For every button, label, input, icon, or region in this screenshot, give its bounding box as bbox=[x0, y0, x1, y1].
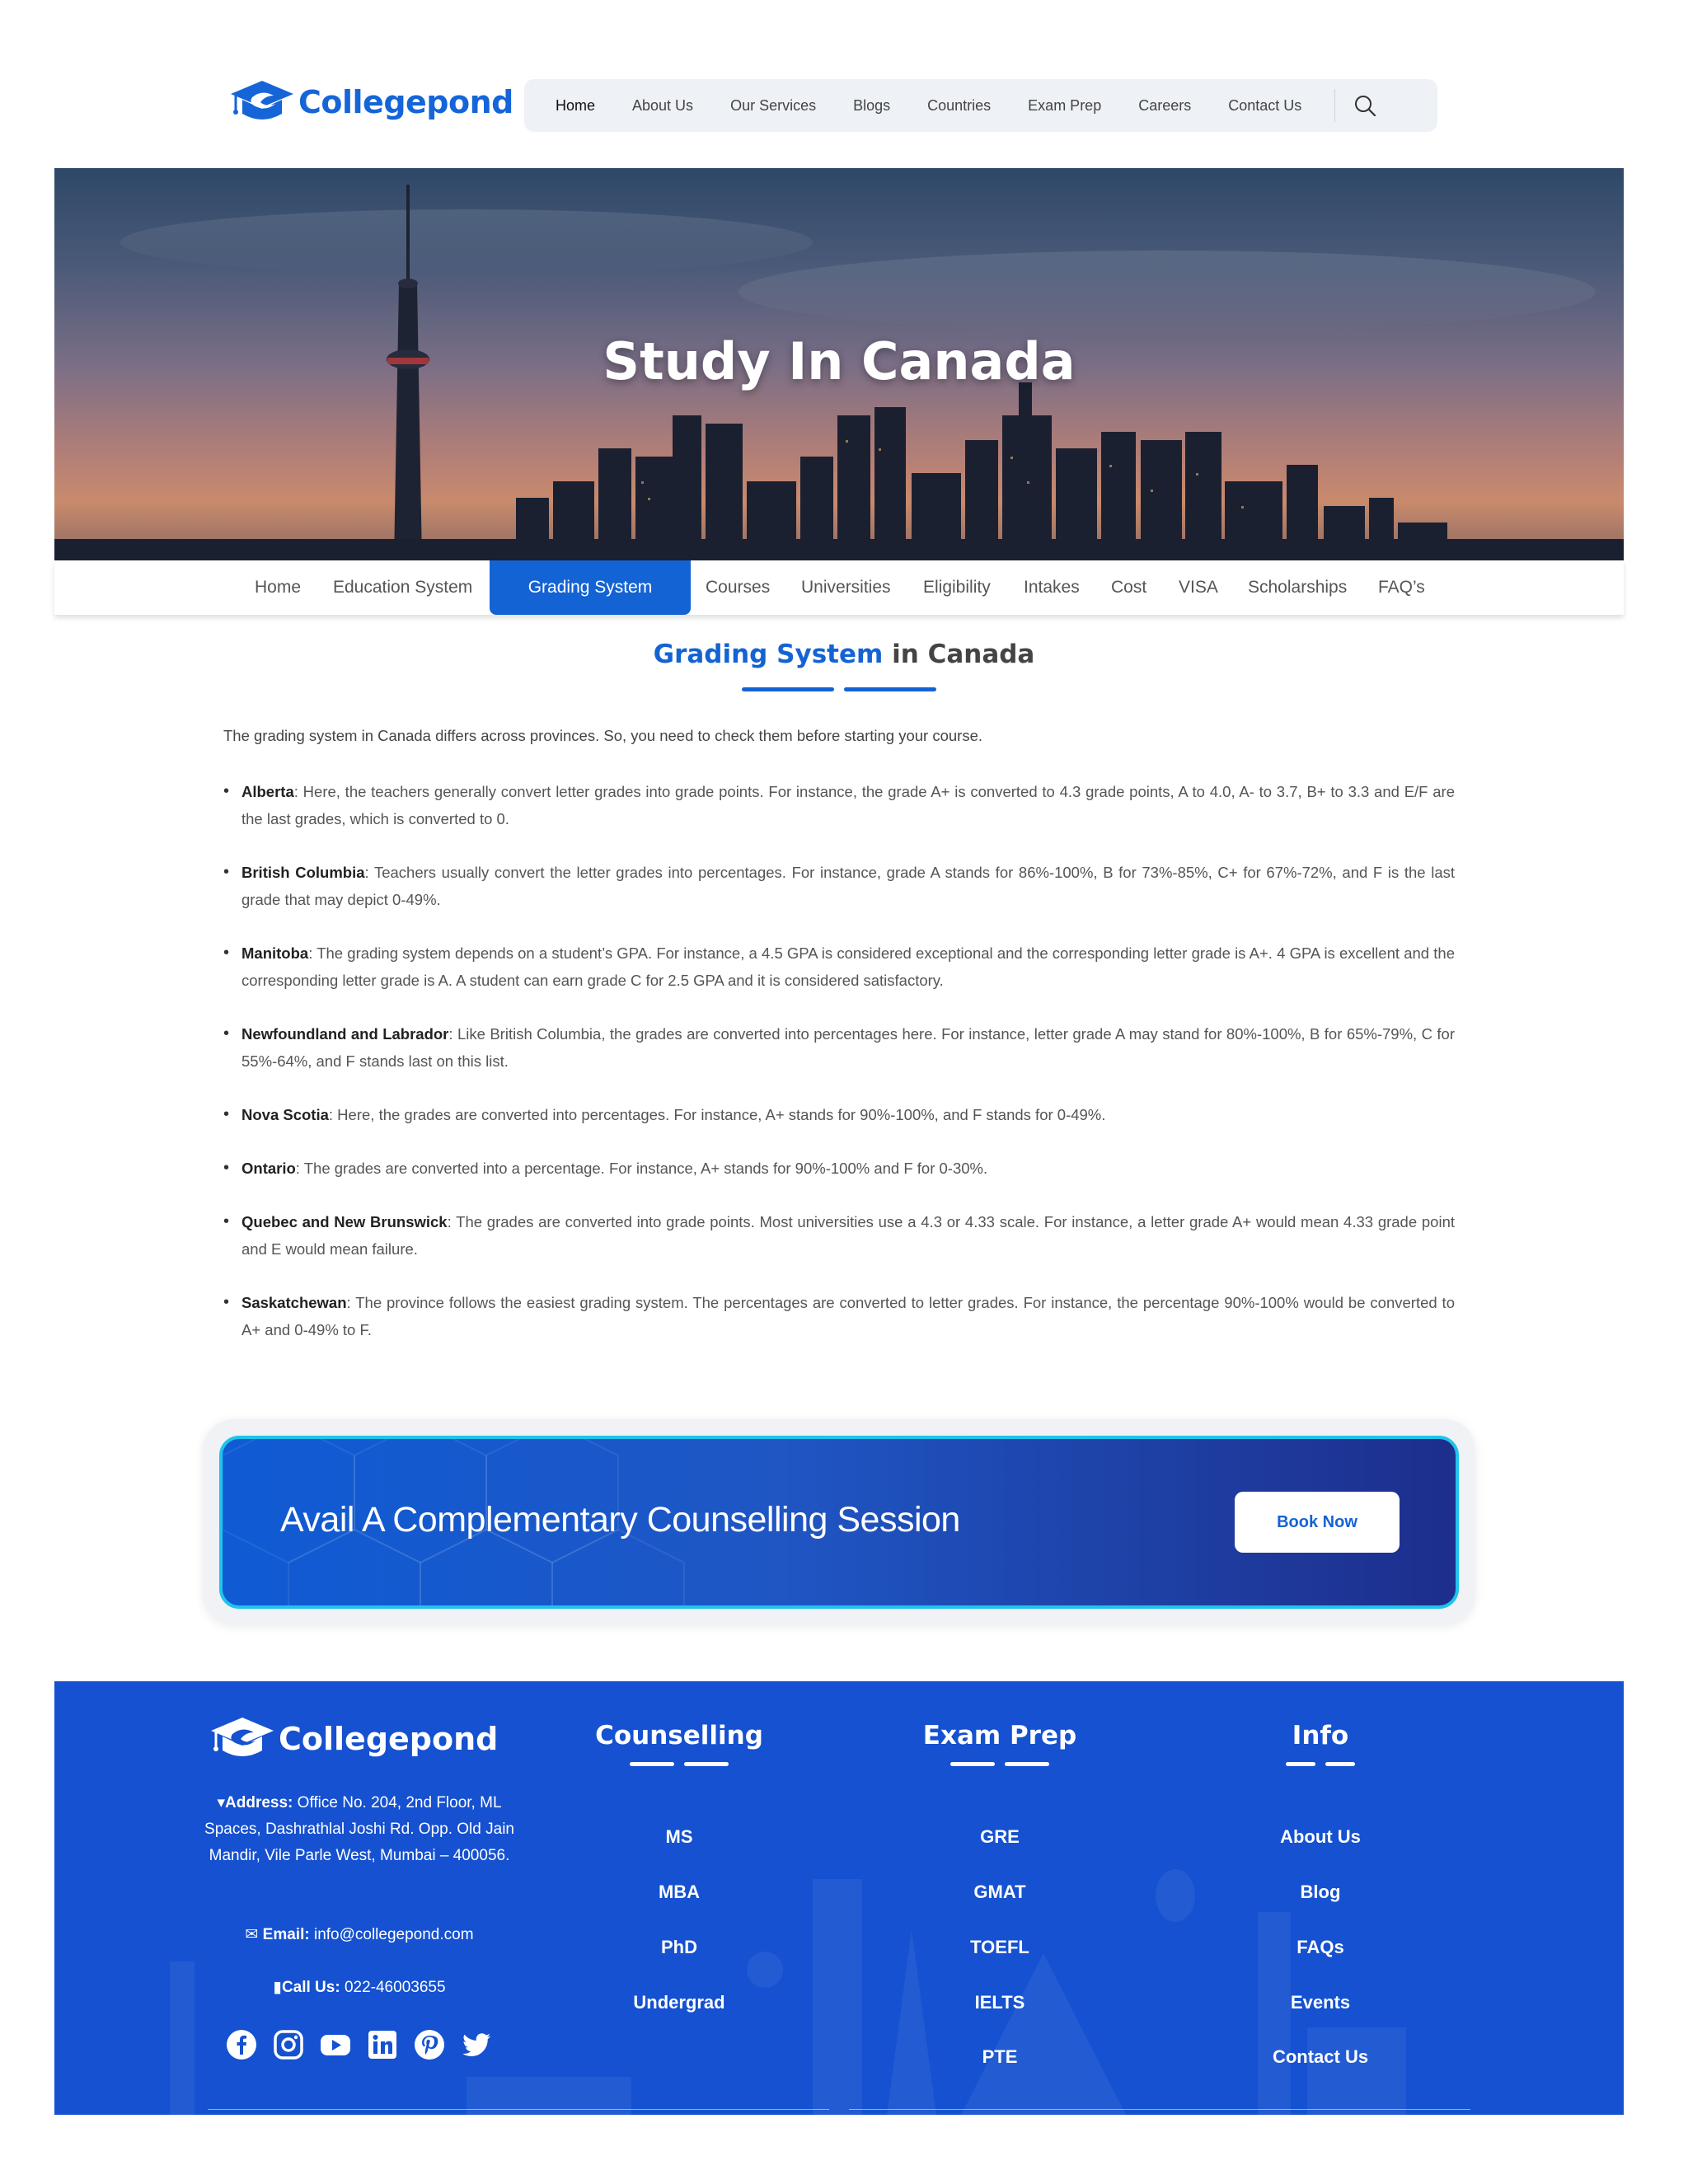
footer-brand-name: Collegepond bbox=[279, 1721, 499, 1757]
nav-home[interactable]: Home bbox=[556, 96, 596, 114]
tab-grading-system[interactable]: Grading System bbox=[490, 560, 691, 615]
linkedin-icon[interactable] bbox=[367, 2029, 398, 2060]
site-header bbox=[0, 0, 1688, 165]
footer-link-gre[interactable]: GRE bbox=[980, 1826, 1020, 1847]
title-underline-right bbox=[844, 687, 936, 691]
cta-text: Avail A Complementary Counselling Session bbox=[280, 1500, 960, 1540]
brand-name: Collegepond bbox=[298, 84, 513, 120]
youtube-icon[interactable] bbox=[320, 2029, 351, 2060]
email-text: info@collegepond.com bbox=[309, 1926, 474, 1943]
footer-divider-left bbox=[208, 2109, 829, 2110]
nav-our-services[interactable]: Our Services bbox=[730, 96, 817, 114]
footer-link-gmat[interactable]: GMAT bbox=[973, 1882, 1026, 1902]
province-name: Newfoundland and Labrador bbox=[241, 1025, 449, 1043]
hero-title: Study In Canada bbox=[603, 331, 1076, 391]
province-text: : The grades are converted into a percentage. For instance, A+ stands for 90%-100% and F for 0-30%. bbox=[295, 1160, 988, 1177]
email-label: Email: bbox=[262, 1926, 310, 1943]
province-name: Nova Scotia bbox=[241, 1106, 329, 1123]
province-text: : The province follows the easiest grading system. The percentages are converted to letter grades. For instance, the percentage 90%-100% would be converted to A+ and 0-49% to F. bbox=[241, 1294, 1455, 1338]
province-name: Quebec and New Brunswick bbox=[241, 1213, 448, 1230]
province-text: : The grading system depends on a student’s GPA. For instance, a 4.5 GPA is considered exceptional and the corresponding letter grade is A+. 4 GPA is excellent and the corresponding letter grade is A. A student can earn grade C for 2.5 GPA and it is considered satisfactory. bbox=[241, 944, 1455, 989]
address-text: Office No. 204, 2nd Floor, ML Spaces, Dashrathlal Joshi Rd. Opp. Old Jain Mandir, Vile Parle West, Mumbai – 400056. bbox=[204, 1794, 514, 1864]
list-item-saskatchewan bbox=[223, 1289, 1455, 1343]
footer-col-info bbox=[1197, 1721, 1444, 2067]
footer-col-counselling bbox=[556, 1721, 803, 2013]
address-label: Address: bbox=[225, 1794, 293, 1811]
nav-careers[interactable]: Careers bbox=[1138, 96, 1192, 114]
footer-link-about-us[interactable]: About Us bbox=[1280, 1826, 1361, 1847]
footer-col-title: Exam Prep bbox=[922, 1721, 1077, 1750]
footer-link-phd[interactable]: PhD bbox=[661, 1937, 697, 1957]
title-underline-left bbox=[742, 687, 834, 691]
list-item-alberta bbox=[223, 778, 1455, 832]
envelope-icon: ✉ bbox=[245, 1926, 259, 1943]
nav-exam-prep[interactable]: Exam Prep bbox=[1028, 96, 1102, 114]
province-name: Manitoba bbox=[241, 944, 309, 962]
hero-banner bbox=[54, 168, 1624, 560]
tab-faqs[interactable]: FAQ’s bbox=[1378, 578, 1425, 597]
section-title bbox=[0, 640, 1688, 669]
footer-col-underline bbox=[1197, 1762, 1444, 1766]
province-name: British Columbia bbox=[241, 864, 365, 881]
list-item-nova-scotia bbox=[223, 1101, 1455, 1128]
tab-scholarships[interactable]: Scholarships bbox=[1248, 578, 1348, 597]
footer-address bbox=[195, 1790, 524, 1869]
section-title-rest: in Canada bbox=[883, 640, 1035, 669]
tab-home[interactable]: Home bbox=[255, 578, 302, 597]
tab-universities[interactable]: Universities bbox=[801, 578, 891, 597]
province-text: : Here, the teachers generally convert letter grades into grade points. For instance, the grade A+ is converted to 4.3 grade points, A to 4.0, A- to 3.7, B+ to 3.3 and E/F are the last grades, which is converted to 0. bbox=[241, 783, 1455, 827]
logo-mark-icon bbox=[229, 77, 295, 127]
footer-link-faqs[interactable]: FAQs bbox=[1296, 1937, 1344, 1957]
list-item-ontario bbox=[223, 1155, 1455, 1182]
section-title-highlight: Grading System bbox=[653, 640, 884, 669]
footer-email[interactable] bbox=[195, 1922, 524, 1948]
province-name: Alberta bbox=[241, 783, 294, 800]
footer-link-mba[interactable]: MBA bbox=[658, 1882, 701, 1902]
main-nav bbox=[524, 79, 1437, 132]
footer-divider-right bbox=[849, 2109, 1470, 2110]
location-pin-icon: ▾ bbox=[217, 1794, 226, 1811]
footer-link-events[interactable]: Events bbox=[1290, 1992, 1351, 2013]
province-text: : Like British Columbia, the grades are converted into percentages here. For instance, letter grade A may stand for 80%-100%, B for 65%-79%, C for 55%-64%, and F stands last on this list. bbox=[241, 1025, 1455, 1070]
pinterest-icon[interactable] bbox=[414, 2029, 445, 2060]
tab-cost[interactable]: Cost bbox=[1111, 578, 1147, 597]
phone-label: Call Us: bbox=[281, 1979, 340, 1996]
province-text: : Teachers usually convert the letter grades into percentages. For instance, grade A stands for 86%-100%, B for 73%-85%, C+ for 67%-72%, and F is the last grade that may depict 0-49%. bbox=[241, 864, 1455, 908]
footer-phone[interactable] bbox=[195, 1975, 524, 2001]
province-text: : Here, the grades are converted into percentages. For instance, A+ stands for 90%-100%, and F stands for 0-49%. bbox=[328, 1106, 1106, 1123]
nav-about-us[interactable]: About Us bbox=[632, 96, 694, 114]
province-name: Ontario bbox=[241, 1160, 296, 1177]
province-name: Saskatchewan bbox=[241, 1294, 347, 1311]
book-now-button[interactable]: Book Now bbox=[1235, 1492, 1400, 1553]
country-subnav bbox=[54, 560, 1624, 615]
section-intro: The grading system in Canada differs across provinces. So, you need to check them before starting your course. bbox=[223, 727, 983, 744]
footer-link-undergrad[interactable]: Undergrad bbox=[633, 1992, 725, 2013]
footer-link-toefl[interactable]: TOEFL bbox=[970, 1937, 1029, 1957]
nav-divider bbox=[1334, 89, 1335, 122]
tab-courses[interactable]: Courses bbox=[706, 578, 771, 597]
footer-logo[interactable] bbox=[209, 1714, 498, 1764]
site-footer bbox=[54, 1681, 1624, 2115]
tab-intakes[interactable]: Intakes bbox=[1024, 578, 1080, 597]
footer-link-blog[interactable]: Blog bbox=[1300, 1882, 1341, 1902]
province-grading-list bbox=[223, 778, 1455, 1343]
footer-col-underline bbox=[556, 1762, 803, 1766]
list-item-manitoba bbox=[223, 940, 1455, 994]
list-item-quebec-new-brunswick bbox=[223, 1208, 1455, 1263]
footer-col-title: Info bbox=[1292, 1721, 1349, 1750]
province-text: : The grades are converted into grade points. Most universities use a 4.3 or 4.33 scale. For instance, a letter grade A+ would mean 4.33 grade point and E would mean failure. bbox=[241, 1213, 1456, 1258]
footer-link-pte[interactable]: PTE bbox=[982, 2046, 1018, 2067]
footer-logo-mark-icon bbox=[209, 1714, 275, 1764]
footer-col-exam-prep bbox=[876, 1721, 1123, 2067]
list-item-british-columbia bbox=[223, 859, 1455, 913]
footer-col-title: Counselling bbox=[595, 1721, 763, 1750]
footer-link-contact-us[interactable]: Contact Us bbox=[1272, 2046, 1369, 2067]
social-links bbox=[226, 2029, 508, 2060]
nav-blogs[interactable]: Blogs bbox=[853, 96, 891, 114]
tab-education-system[interactable]: Education System bbox=[333, 578, 473, 597]
tab-visa[interactable]: VISA bbox=[1179, 578, 1218, 597]
tab-eligibility[interactable]: Eligibility bbox=[923, 578, 991, 597]
brand-logo[interactable] bbox=[229, 77, 513, 127]
phone-text: 022-46003655 bbox=[340, 1979, 446, 1996]
list-item-newfoundland bbox=[223, 1020, 1455, 1075]
twitter-icon[interactable] bbox=[461, 2029, 492, 2060]
footer-link-ielts[interactable]: IELTS bbox=[974, 1992, 1025, 2013]
facebook-icon[interactable] bbox=[226, 2029, 257, 2060]
phone-icon: ▮ bbox=[273, 1979, 282, 1996]
footer-link-ms[interactable]: MS bbox=[665, 1826, 693, 1847]
search-icon[interactable] bbox=[1353, 94, 1376, 117]
footer-col-underline bbox=[876, 1762, 1123, 1766]
nav-contact-us[interactable]: Contact Us bbox=[1228, 96, 1302, 114]
nav-countries[interactable]: Countries bbox=[927, 96, 992, 114]
cta-banner bbox=[219, 1436, 1459, 1609]
instagram-icon[interactable] bbox=[273, 2029, 304, 2060]
